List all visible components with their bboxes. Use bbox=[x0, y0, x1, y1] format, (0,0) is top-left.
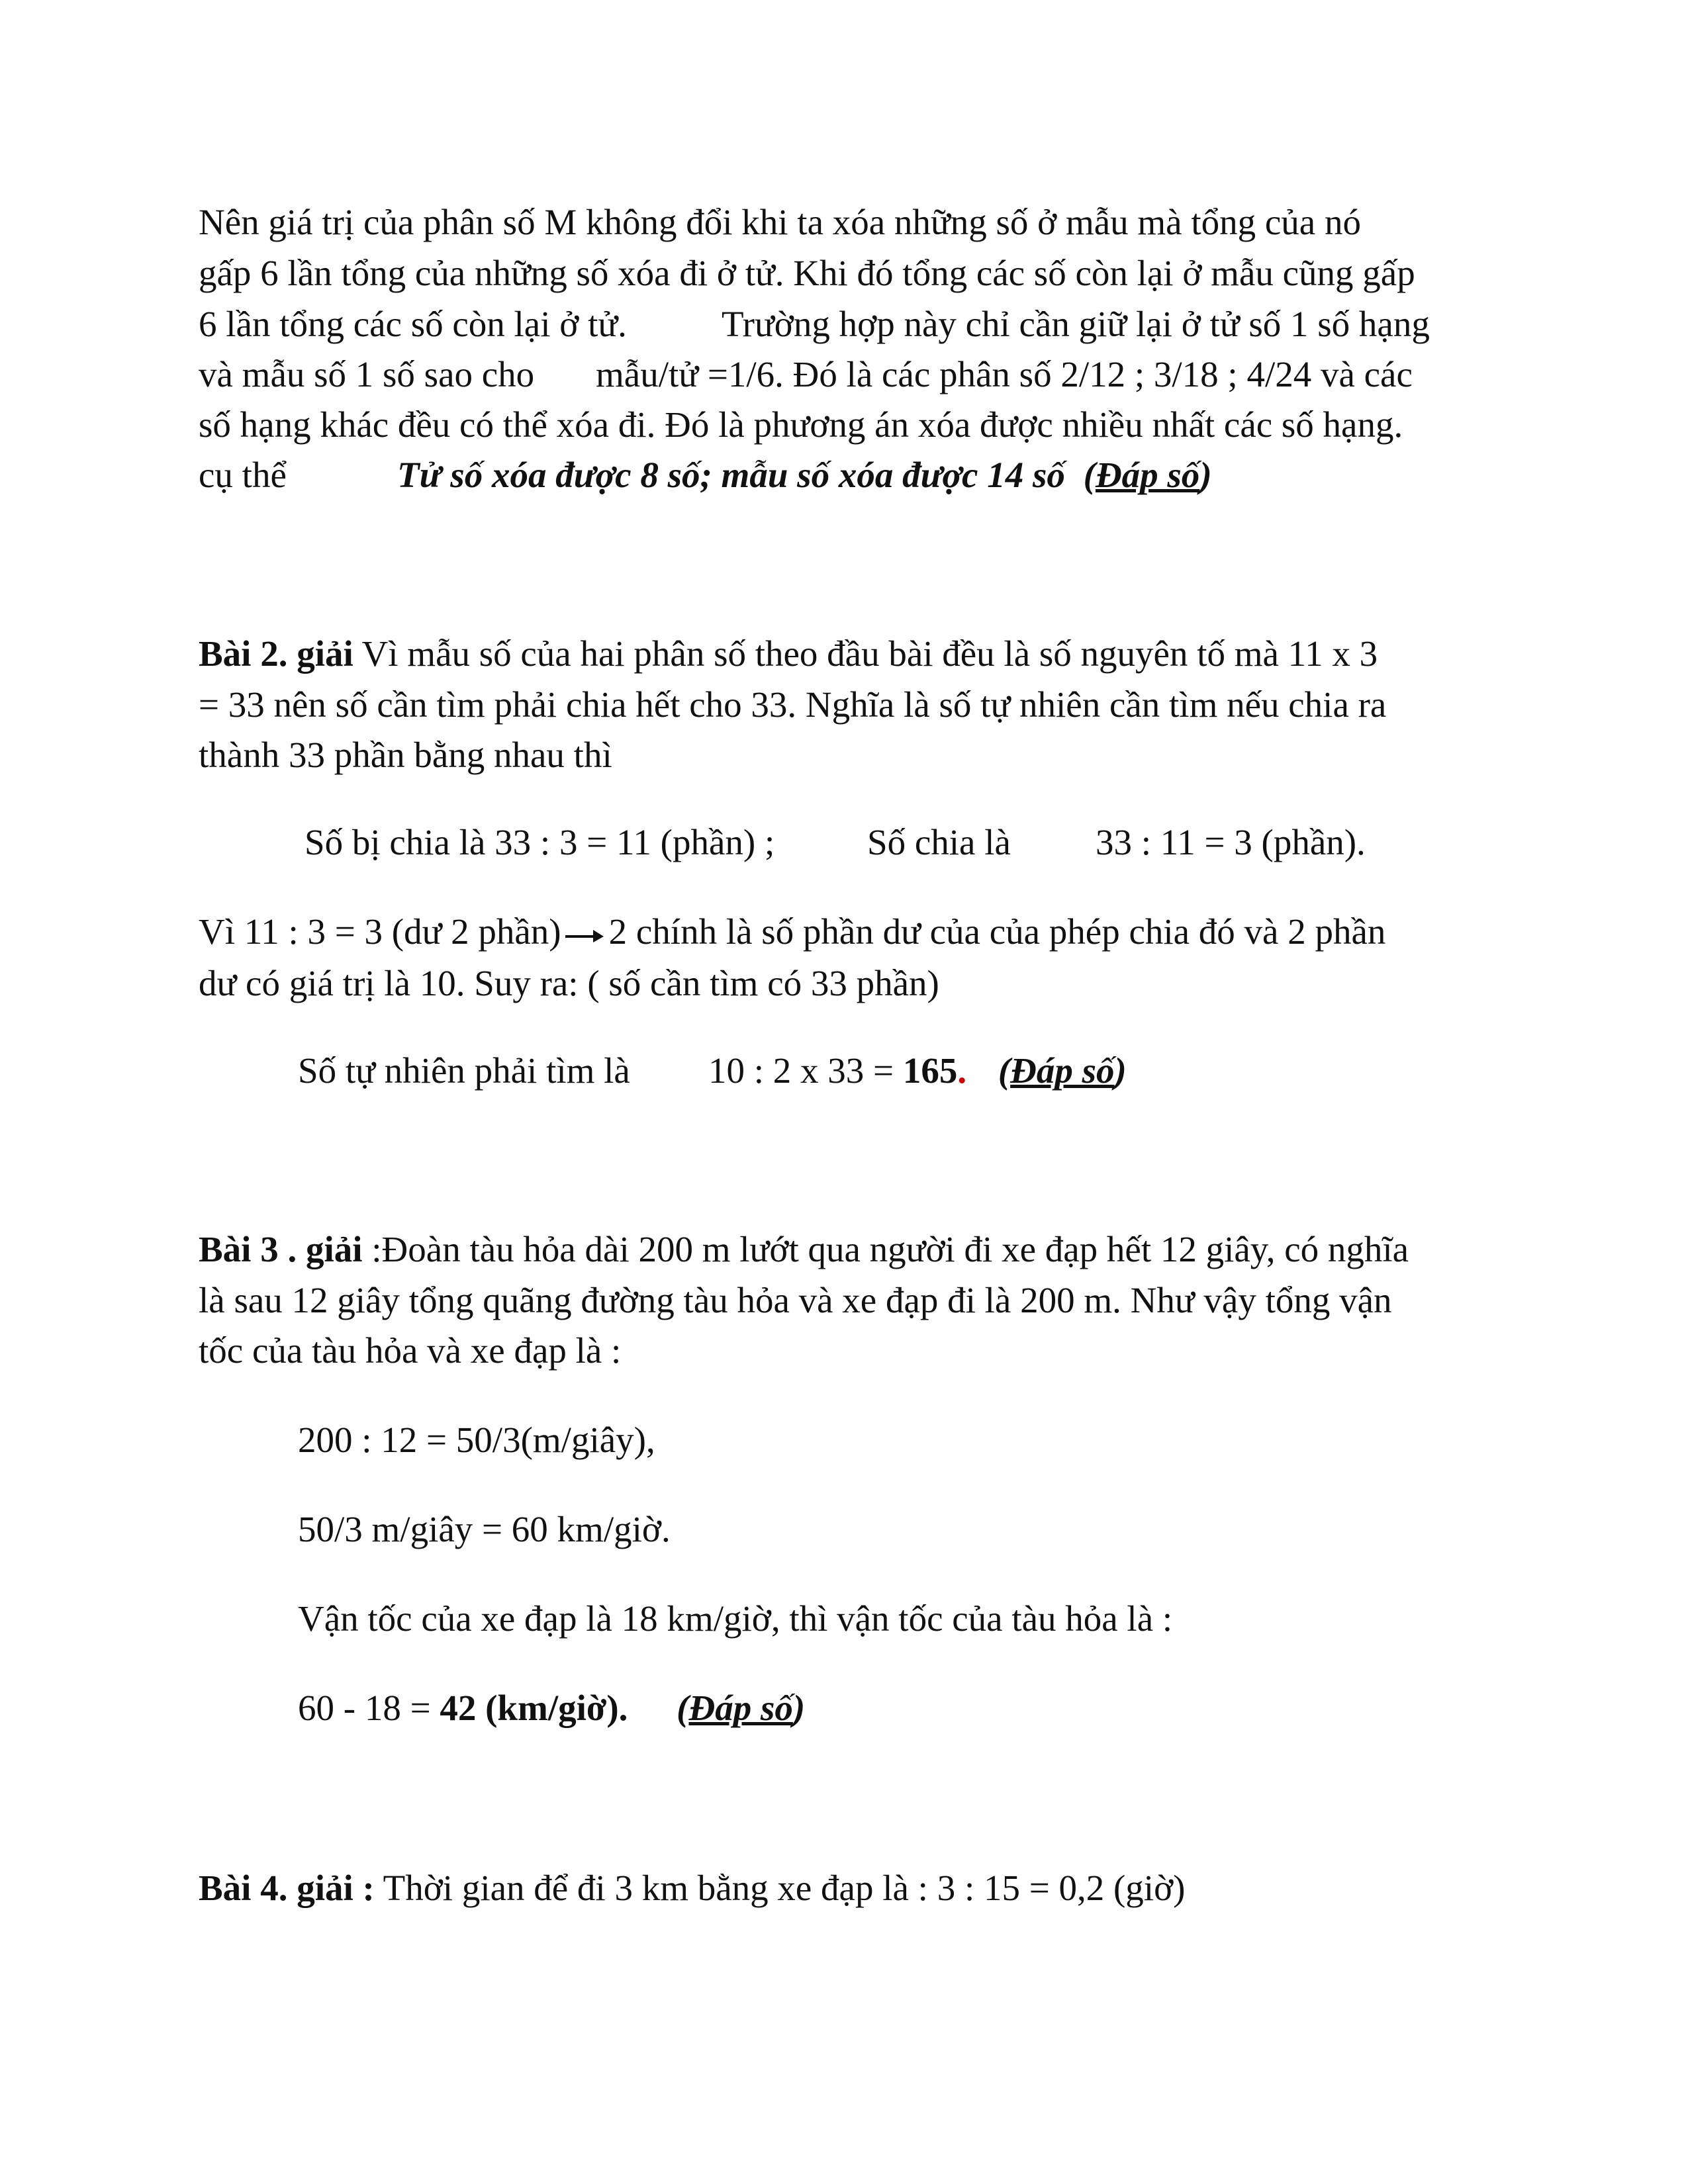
p1-line-1 bbox=[199, 204, 1361, 240]
right-arrow-icon bbox=[564, 925, 605, 945]
section-title: Bài 2. giải bbox=[199, 633, 353, 674]
section-title: Bài 3 . giải bbox=[199, 1229, 363, 1269]
paren-open: ( bbox=[677, 1688, 689, 1728]
text: Trường hợp này chỉ cần giữ lại ở tử số 1 số hạng bbox=[722, 304, 1430, 344]
bai2-line-7 bbox=[298, 1050, 1127, 1091]
text: :Đoàn tàu hỏa dài 200 m lướt qua người đi xe đạp hết 12 giây, có nghĩa bbox=[371, 1229, 1409, 1269]
text: dư có giá trị là 10. Suy ra: ( số cần tìm có 33 phần) bbox=[199, 963, 939, 1003]
text: Thời gian để đi 3 km bằng xe đạp là : 3 : 15 = 0,2 (giờ) bbox=[383, 1868, 1186, 1908]
result-value: 165 bbox=[902, 1050, 958, 1091]
paren-open: ( bbox=[1083, 455, 1096, 495]
text: và mẫu số 1 số sao cho bbox=[199, 354, 535, 394]
result-dot: . bbox=[957, 1050, 967, 1091]
answer-text: Tử số xóa được 8 số; mẫu số xóa được 14 số bbox=[397, 455, 1065, 495]
paren-open: ( bbox=[998, 1050, 1011, 1091]
bai2-result bbox=[708, 1052, 1127, 1089]
text: số hạng khác đều có thể xóa đi. Đó là phương án xóa được nhiều nhất các số hạng. bbox=[199, 404, 1403, 445]
text: 6 lần tổng các số còn lại ở tử. bbox=[199, 304, 627, 344]
text: là sau 12 giây tổng quãng đường tàu hỏa và xe đạp đi là 200 m. Như vậy tổng vận bbox=[199, 1280, 1392, 1320]
text: Số tự nhiên phải tìm là bbox=[298, 1050, 630, 1091]
text: cụ thể bbox=[199, 455, 287, 495]
bai3-line-6 bbox=[298, 1600, 1172, 1637]
text: mẫu/tử =1/6. Đó là các phân số 2/12 ; 3/18 ; 4/24 và các bbox=[596, 354, 1413, 394]
bai2-line-6 bbox=[199, 965, 939, 1001]
p1-line-5 bbox=[199, 406, 1403, 443]
paren-close: ) bbox=[1199, 455, 1212, 495]
text: Vì 11 : 3 = 3 (dư 2 phần) bbox=[199, 911, 561, 952]
p1-line-2 bbox=[199, 255, 1415, 291]
text: Vận tốc của xe đạp là 18 km/giờ, thì vận tốc của tàu hỏa là : bbox=[298, 1598, 1173, 1639]
text: Số bị chia là 33 : 3 = 11 (phần) ; bbox=[305, 822, 775, 862]
p1-answer bbox=[397, 457, 1212, 493]
p1-line-6 bbox=[199, 455, 1212, 495]
bai2-line-4 bbox=[305, 822, 1366, 862]
bai3-line-1 bbox=[199, 1231, 1409, 1267]
bai2-line-5 bbox=[199, 913, 1385, 950]
answer-label: Đáp số bbox=[688, 1688, 793, 1728]
text: thành 33 phần bằng nhau thì bbox=[199, 735, 612, 775]
paren-close: ) bbox=[1114, 1050, 1127, 1091]
bai4-line-1 bbox=[199, 1870, 1186, 1906]
text: 33 : 11 = 3 (phần). bbox=[1096, 822, 1366, 862]
text: 200 : 12 = 50/3(m/giây), bbox=[298, 1420, 655, 1460]
bai3-line-4 bbox=[298, 1422, 655, 1458]
bai2-line-3 bbox=[199, 737, 612, 773]
text: tốc của tàu hỏa và xe đạp là : bbox=[199, 1330, 622, 1371]
text: 60 - 18 = bbox=[298, 1688, 431, 1728]
answer-label: Đáp số bbox=[1010, 1050, 1115, 1091]
text: 10 : 2 x 33 = bbox=[708, 1050, 894, 1091]
bai3-line-5 bbox=[298, 1511, 671, 1547]
paren-close: ) bbox=[792, 1688, 806, 1728]
text: = 33 nên số cần tìm phải chia hết cho 33. Nghĩa là số tự nhiên cần tìm nếu chia ra bbox=[199, 684, 1387, 725]
p1-line-4 bbox=[199, 354, 1413, 394]
p1-line-3 bbox=[199, 304, 1430, 344]
bai2-line-1 bbox=[199, 635, 1378, 672]
text: Nên giá trị của phân số M không đổi khi ta xóa những số ở mẫu mà tổng của nó bbox=[199, 202, 1361, 242]
bai2-line-2 bbox=[199, 686, 1386, 723]
section-title: Bài 4. giải : bbox=[199, 1868, 375, 1908]
text: gấp 6 lần tổng của những số xóa đi ở tử. Khi đó tổng các số còn lại ở mẫu cũng gấp bbox=[199, 253, 1415, 293]
text: Số chia là bbox=[867, 822, 1011, 862]
bai3-line-2 bbox=[199, 1282, 1392, 1318]
bai3-line-7 bbox=[298, 1690, 805, 1726]
answer-label: Đáp số bbox=[1095, 455, 1200, 495]
text: 50/3 m/giây = 60 km/giờ. bbox=[298, 1509, 671, 1549]
text: 2 chính là số phần dư của của phép chia đó và 2 phần bbox=[608, 911, 1386, 952]
text: Vì mẫu số của hai phân số theo đầu bài đều là số nguyên tố mà 11 x 3 bbox=[361, 633, 1378, 674]
result-value: 42 (km/giờ). bbox=[440, 1688, 628, 1728]
bai3-line-3 bbox=[199, 1332, 621, 1369]
